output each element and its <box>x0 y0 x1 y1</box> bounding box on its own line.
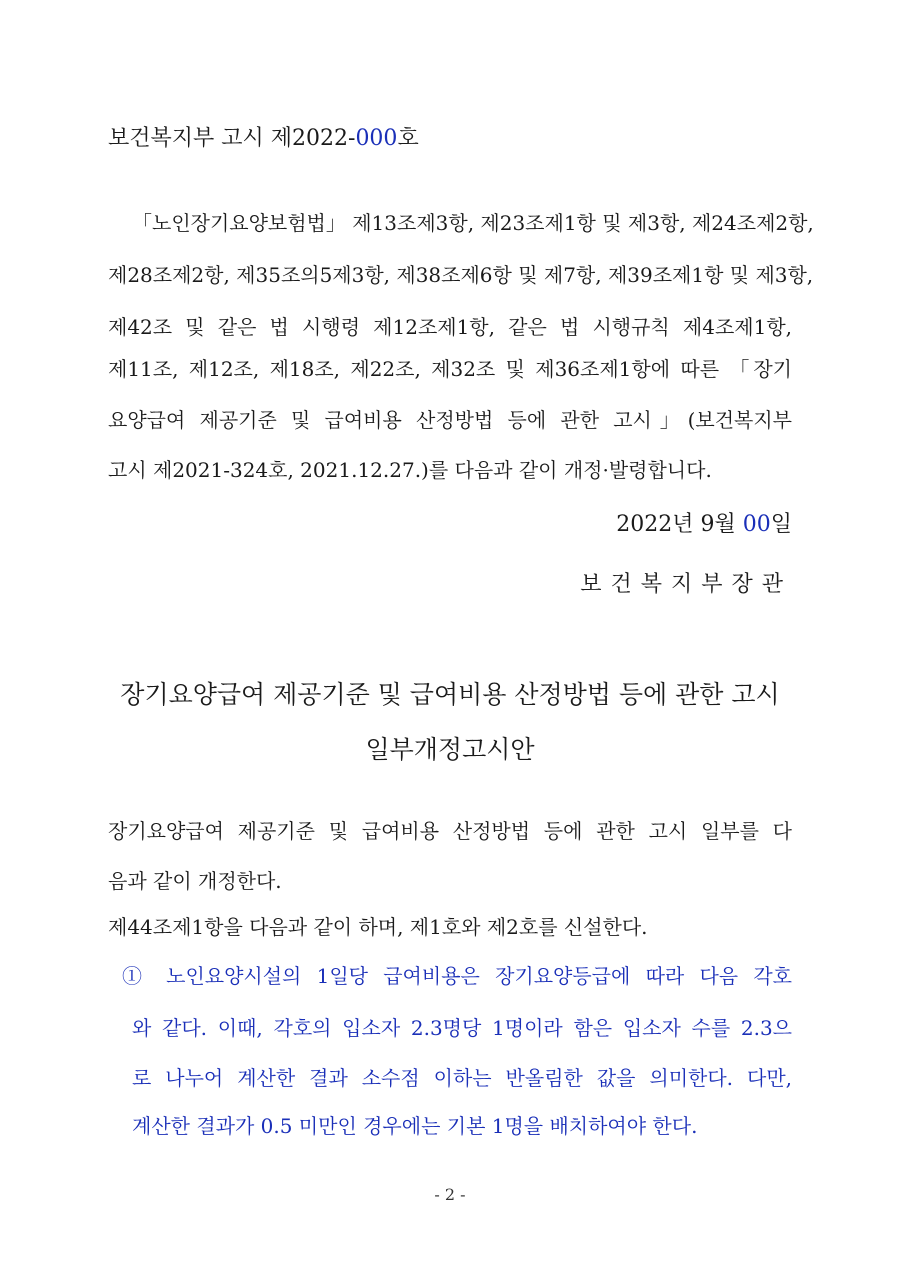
preamble-line: 제11조, 제12조, 제18조, 제22조, 제32조 및 제36조제1항에 따른 「장기 <box>108 357 792 381</box>
document-title: 장기요양급여 제공기준 및 급여비용 산정방법 등에 관한 고시 <box>120 680 780 709</box>
preamble-line: 「노인장기요양보험법」 제13조제3항, 제23조제1항 및 제3항, 제24조제2항, <box>132 211 814 235</box>
clause-line: 와 같다. 이때, 각호의 입소자 2.3명당 1명이라 함은 입소자 수를 2.3으 <box>132 1016 792 1040</box>
notice-number-placeholder: 000 <box>355 126 398 151</box>
intro-line: 장기요양급여 제공기준 및 급여비용 산정방법 등에 관한 고시 일부를 다 <box>108 819 792 843</box>
preamble-line: 제28조제2항, 제35조의5제3항, 제38조제6항 및 제7항, 제39조제1항 및 제3항, <box>108 263 814 287</box>
page-number: - 2 - <box>434 1185 466 1204</box>
issue-date <box>616 508 792 542</box>
notice-suffix: 호 <box>397 126 419 151</box>
intro-line: 음과 같이 개정한다. <box>108 869 282 893</box>
clause-line: 로 나누어 계산한 결과 소수점 이하는 반올림한 값을 의미한다. 다만, <box>132 1066 792 1090</box>
preamble-line: 요양급여 제공기준 및 급여비용 산정방법 등에 관한 고시」(보건복지부 <box>108 408 792 432</box>
date-suffix: 일 <box>770 512 792 537</box>
document-subtitle: 일부개정고시안 <box>365 735 535 764</box>
preamble-line: 고시 제2021-324호, 2021.12.27.)를 다음과 같이 개정·발령합니다. <box>108 458 712 482</box>
preamble-line: 제42조 및 같은 법 시행령 제12조제1항, 같은 법 시행규칙 제4조제1항, <box>108 315 792 339</box>
clause-line: 계산한 결과가 0.5 미만인 경우에는 기본 1명을 배치하여야 한다. <box>132 1114 698 1138</box>
date-prefix: 2022년 9월 <box>616 512 743 537</box>
amendment-instruction: 제44조제1항을 다음과 같이 하며, 제1호와 제2호를 신설한다. <box>108 915 648 939</box>
clause-line: ① 노인요양시설의 1일당 급여비용은 장기요양등급에 따라 다음 각호 <box>122 964 792 988</box>
notice-prefix: 보건복지부 고시 제2022- <box>108 126 356 151</box>
date-day-placeholder: 00 <box>742 512 771 537</box>
notice-number-heading <box>108 122 419 156</box>
minister-signature: 보건복지부장관 <box>580 572 792 597</box>
